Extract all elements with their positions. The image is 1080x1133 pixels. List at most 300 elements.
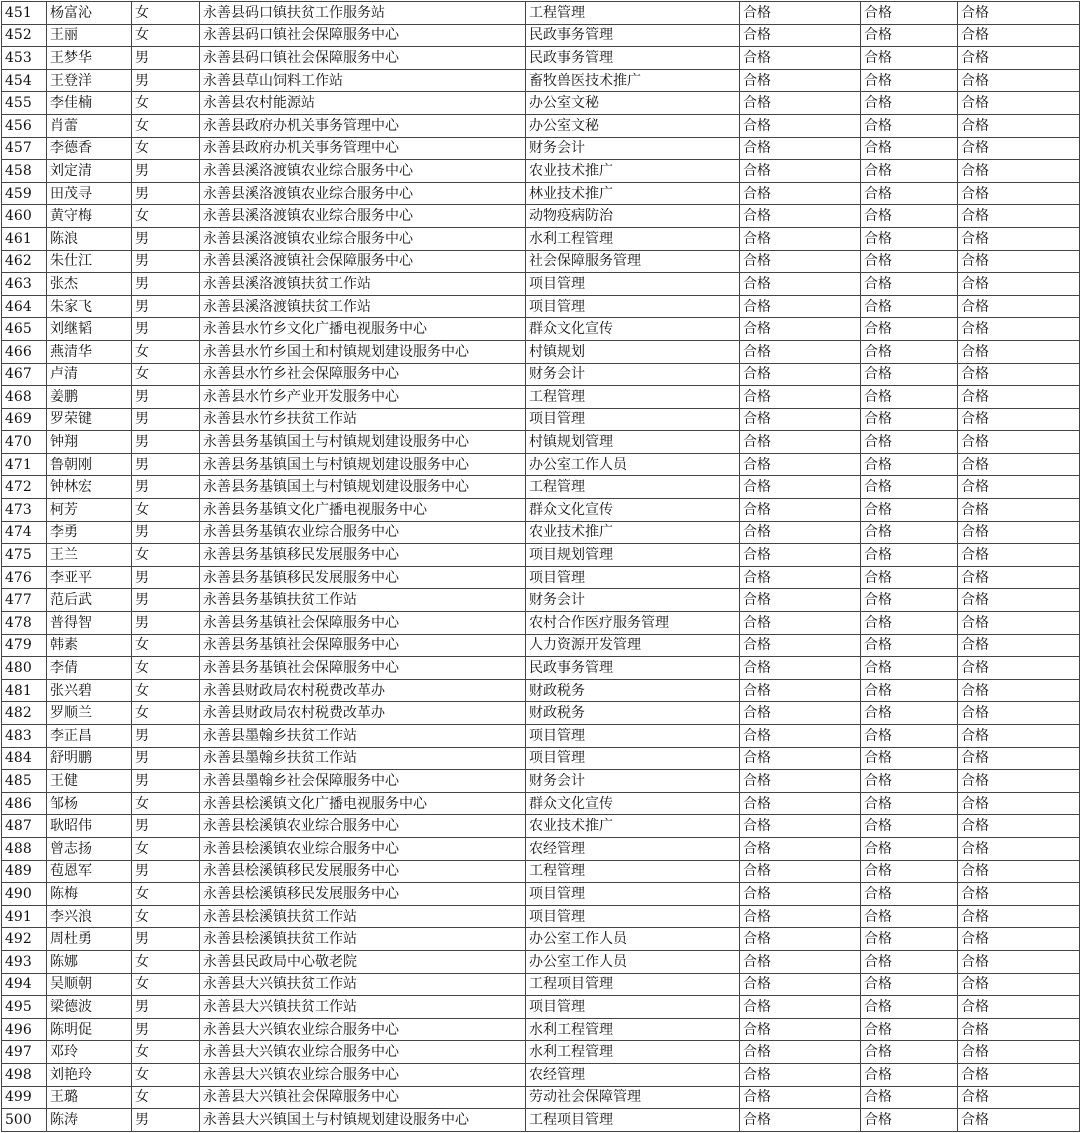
position-cell: 项目管理 bbox=[526, 295, 740, 318]
result-cell-1: 合格 bbox=[740, 1063, 861, 1086]
table-row bbox=[2, 182, 1080, 205]
position-cell: 畜牧兽医技术推广 bbox=[526, 69, 740, 92]
table-row bbox=[2, 250, 1080, 273]
result-cell-1: 合格 bbox=[740, 1041, 861, 1064]
position-cell: 办公室工作人员 bbox=[526, 950, 740, 973]
seq-cell: 460 bbox=[2, 205, 47, 228]
table-row bbox=[2, 227, 1080, 250]
unit-cell: 永善县务基镇国土与村镇规划建设服务中心 bbox=[200, 431, 526, 454]
result-cell-3: 合格 bbox=[958, 250, 1080, 273]
name-cell: 柯芳 bbox=[47, 499, 132, 522]
result-cell-2: 合格 bbox=[861, 905, 958, 928]
position-cell: 村镇规划管理 bbox=[526, 431, 740, 454]
name-cell: 王丽 bbox=[47, 24, 132, 47]
gender-cell: 男 bbox=[132, 725, 200, 748]
result-cell-2: 合格 bbox=[861, 137, 958, 160]
gender-cell: 男 bbox=[132, 996, 200, 1019]
result-cell-2: 合格 bbox=[861, 657, 958, 680]
gender-cell: 女 bbox=[132, 1086, 200, 1109]
table-row bbox=[2, 905, 1080, 928]
position-cell: 项目管理 bbox=[526, 905, 740, 928]
seq-cell: 495 bbox=[2, 996, 47, 1019]
seq-cell: 490 bbox=[2, 883, 47, 906]
name-cell: 王健 bbox=[47, 770, 132, 793]
position-cell: 社会保障服务管理 bbox=[526, 250, 740, 273]
seq-cell: 473 bbox=[2, 499, 47, 522]
gender-cell: 男 bbox=[132, 408, 200, 431]
result-cell-2: 合格 bbox=[861, 1041, 958, 1064]
result-cell-3: 合格 bbox=[958, 408, 1080, 431]
table-row bbox=[2, 770, 1080, 793]
unit-cell: 永善县务基镇国土与村镇规划建设服务中心 bbox=[200, 476, 526, 499]
result-cell-2: 合格 bbox=[861, 47, 958, 70]
unit-cell: 永善县溪洛渡镇农业综合服务中心 bbox=[200, 227, 526, 250]
position-cell: 项目管理 bbox=[526, 747, 740, 770]
gender-cell: 男 bbox=[132, 589, 200, 612]
result-cell-2: 合格 bbox=[861, 521, 958, 544]
name-cell: 吴顺朝 bbox=[47, 973, 132, 996]
result-cell-2: 合格 bbox=[861, 589, 958, 612]
seq-cell: 472 bbox=[2, 476, 47, 499]
seq-cell: 454 bbox=[2, 69, 47, 92]
result-cell-1: 合格 bbox=[740, 227, 861, 250]
result-cell-3: 合格 bbox=[958, 1063, 1080, 1086]
seq-cell: 462 bbox=[2, 250, 47, 273]
position-cell: 群众文化宣传 bbox=[526, 318, 740, 341]
position-cell: 水利工程管理 bbox=[526, 1018, 740, 1041]
result-cell-3: 合格 bbox=[958, 137, 1080, 160]
result-cell-3: 合格 bbox=[958, 928, 1080, 951]
position-cell: 财务会计 bbox=[526, 137, 740, 160]
gender-cell: 女 bbox=[132, 2, 200, 25]
position-cell: 农业技术推广 bbox=[526, 160, 740, 183]
position-cell: 水利工程管理 bbox=[526, 227, 740, 250]
position-cell: 项目管理 bbox=[526, 725, 740, 748]
result-cell-1: 合格 bbox=[740, 973, 861, 996]
seq-cell: 465 bbox=[2, 318, 47, 341]
name-cell: 燕清华 bbox=[47, 340, 132, 363]
seq-cell: 482 bbox=[2, 702, 47, 725]
result-cell-2: 合格 bbox=[861, 363, 958, 386]
result-cell-1: 合格 bbox=[740, 589, 861, 612]
table-row bbox=[2, 386, 1080, 409]
unit-cell: 永善县务基镇移民发展服务中心 bbox=[200, 566, 526, 589]
seq-cell: 477 bbox=[2, 589, 47, 612]
unit-cell: 永善县码口镇扶贫工作服务站 bbox=[200, 2, 526, 25]
table-row bbox=[2, 340, 1080, 363]
name-cell: 陈梅 bbox=[47, 883, 132, 906]
result-cell-1: 合格 bbox=[740, 996, 861, 1019]
name-cell: 邓玲 bbox=[47, 1041, 132, 1064]
name-cell: 曾志扬 bbox=[47, 837, 132, 860]
unit-cell: 永善县水竹乡社会保障服务中心 bbox=[200, 363, 526, 386]
result-cell-3: 合格 bbox=[958, 1041, 1080, 1064]
result-cell-1: 合格 bbox=[740, 837, 861, 860]
name-cell: 罗荣键 bbox=[47, 408, 132, 431]
unit-cell: 永善县大兴镇农业综合服务中心 bbox=[200, 1063, 526, 1086]
name-cell: 罗顺兰 bbox=[47, 702, 132, 725]
result-cell-3: 合格 bbox=[958, 544, 1080, 567]
result-cell-1: 合格 bbox=[740, 860, 861, 883]
result-cell-1: 合格 bbox=[740, 92, 861, 115]
position-cell: 林业技术推广 bbox=[526, 182, 740, 205]
table-row bbox=[2, 815, 1080, 838]
result-cell-3: 合格 bbox=[958, 182, 1080, 205]
seq-cell: 485 bbox=[2, 770, 47, 793]
gender-cell: 女 bbox=[132, 679, 200, 702]
result-cell-3: 合格 bbox=[958, 340, 1080, 363]
table-row bbox=[2, 1086, 1080, 1109]
gender-cell: 男 bbox=[132, 747, 200, 770]
position-cell: 项目管理 bbox=[526, 996, 740, 1019]
gender-cell: 女 bbox=[132, 950, 200, 973]
unit-cell: 永善县民政局中心敬老院 bbox=[200, 950, 526, 973]
gender-cell: 女 bbox=[132, 702, 200, 725]
name-cell: 姜鹏 bbox=[47, 386, 132, 409]
position-cell: 项目管理 bbox=[526, 883, 740, 906]
result-cell-1: 合格 bbox=[740, 612, 861, 635]
result-cell-1: 合格 bbox=[740, 363, 861, 386]
position-cell: 财务会计 bbox=[526, 363, 740, 386]
position-cell: 工程项目管理 bbox=[526, 1109, 740, 1132]
result-cell-3: 合格 bbox=[958, 521, 1080, 544]
table-row bbox=[2, 996, 1080, 1019]
result-cell-3: 合格 bbox=[958, 702, 1080, 725]
gender-cell: 男 bbox=[132, 47, 200, 70]
name-cell: 韩素 bbox=[47, 634, 132, 657]
unit-cell: 永善县桧溪镇农业综合服务中心 bbox=[200, 815, 526, 838]
result-cell-2: 合格 bbox=[861, 499, 958, 522]
table-row bbox=[2, 679, 1080, 702]
table-row bbox=[2, 499, 1080, 522]
seq-cell: 489 bbox=[2, 860, 47, 883]
table-row bbox=[2, 612, 1080, 635]
seq-cell: 478 bbox=[2, 612, 47, 635]
seq-cell: 453 bbox=[2, 47, 47, 70]
name-cell: 梁德波 bbox=[47, 996, 132, 1019]
result-cell-1: 合格 bbox=[740, 499, 861, 522]
unit-cell: 永善县财政局农村税费改革办 bbox=[200, 702, 526, 725]
table-row bbox=[2, 589, 1080, 612]
position-cell: 财政税务 bbox=[526, 702, 740, 725]
unit-cell: 永善县桧溪镇扶贫工作站 bbox=[200, 905, 526, 928]
result-cell-1: 合格 bbox=[740, 182, 861, 205]
name-cell: 张杰 bbox=[47, 273, 132, 296]
seq-cell: 483 bbox=[2, 725, 47, 748]
result-cell-2: 合格 bbox=[861, 679, 958, 702]
result-cell-3: 合格 bbox=[958, 905, 1080, 928]
gender-cell: 男 bbox=[132, 318, 200, 341]
position-cell: 办公室文秘 bbox=[526, 114, 740, 137]
position-cell: 项目管理 bbox=[526, 566, 740, 589]
result-cell-3: 合格 bbox=[958, 612, 1080, 635]
result-cell-1: 合格 bbox=[740, 160, 861, 183]
unit-cell: 永善县财政局农村税费改革办 bbox=[200, 679, 526, 702]
table-row bbox=[2, 702, 1080, 725]
unit-cell: 永善县务基镇社会保障服务中心 bbox=[200, 634, 526, 657]
table-row bbox=[2, 566, 1080, 589]
result-cell-2: 合格 bbox=[861, 273, 958, 296]
unit-cell: 永善县水竹乡扶贫工作站 bbox=[200, 408, 526, 431]
unit-cell: 永善县溪洛渡镇农业综合服务中心 bbox=[200, 160, 526, 183]
result-cell-2: 合格 bbox=[861, 928, 958, 951]
position-cell: 动物疫病防治 bbox=[526, 205, 740, 228]
unit-cell: 永善县桧溪镇移民发展服务中心 bbox=[200, 860, 526, 883]
unit-cell: 永善县大兴镇社会保障服务中心 bbox=[200, 1086, 526, 1109]
unit-cell: 永善县桧溪镇文化广播电视服务中心 bbox=[200, 792, 526, 815]
table-row bbox=[2, 431, 1080, 454]
table-row bbox=[2, 544, 1080, 567]
result-cell-1: 合格 bbox=[740, 566, 861, 589]
seq-cell: 451 bbox=[2, 2, 47, 25]
name-cell: 邹杨 bbox=[47, 792, 132, 815]
table-row bbox=[2, 747, 1080, 770]
result-cell-3: 合格 bbox=[958, 92, 1080, 115]
result-cell-1: 合格 bbox=[740, 295, 861, 318]
result-cell-1: 合格 bbox=[740, 408, 861, 431]
gender-cell: 男 bbox=[132, 1109, 200, 1132]
result-cell-3: 合格 bbox=[958, 860, 1080, 883]
result-cell-2: 合格 bbox=[861, 770, 958, 793]
gender-cell: 男 bbox=[132, 273, 200, 296]
table-row bbox=[2, 1063, 1080, 1086]
result-cell-2: 合格 bbox=[861, 1086, 958, 1109]
name-cell: 李兴浪 bbox=[47, 905, 132, 928]
position-cell: 工程管理 bbox=[526, 476, 740, 499]
gender-cell: 女 bbox=[132, 363, 200, 386]
gender-cell: 男 bbox=[132, 250, 200, 273]
seq-cell: 467 bbox=[2, 363, 47, 386]
result-cell-3: 合格 bbox=[958, 566, 1080, 589]
result-cell-2: 合格 bbox=[861, 973, 958, 996]
result-cell-1: 合格 bbox=[740, 476, 861, 499]
result-cell-1: 合格 bbox=[740, 815, 861, 838]
name-cell: 李佳楠 bbox=[47, 92, 132, 115]
seq-cell: 452 bbox=[2, 24, 47, 47]
name-cell: 刘艳玲 bbox=[47, 1063, 132, 1086]
result-cell-2: 合格 bbox=[861, 431, 958, 454]
table-row bbox=[2, 453, 1080, 476]
result-cell-2: 合格 bbox=[861, 544, 958, 567]
result-cell-1: 合格 bbox=[740, 250, 861, 273]
gender-cell: 女 bbox=[132, 657, 200, 680]
seq-cell: 486 bbox=[2, 792, 47, 815]
result-cell-1: 合格 bbox=[740, 340, 861, 363]
gender-cell: 女 bbox=[132, 92, 200, 115]
table-row bbox=[2, 950, 1080, 973]
gender-cell: 男 bbox=[132, 227, 200, 250]
name-cell: 张兴碧 bbox=[47, 679, 132, 702]
unit-cell: 永善县墨翰乡社会保障服务中心 bbox=[200, 770, 526, 793]
unit-cell: 永善县溪洛渡镇扶贫工作站 bbox=[200, 273, 526, 296]
unit-cell: 永善县溪洛渡镇农业综合服务中心 bbox=[200, 205, 526, 228]
seq-cell: 497 bbox=[2, 1041, 47, 1064]
result-cell-2: 合格 bbox=[861, 837, 958, 860]
seq-cell: 481 bbox=[2, 679, 47, 702]
gender-cell: 女 bbox=[132, 792, 200, 815]
result-cell-3: 合格 bbox=[958, 589, 1080, 612]
gender-cell: 女 bbox=[132, 114, 200, 137]
seq-cell: 479 bbox=[2, 634, 47, 657]
seq-cell: 496 bbox=[2, 1018, 47, 1041]
unit-cell: 永善县码口镇社会保障服务中心 bbox=[200, 47, 526, 70]
result-cell-1: 合格 bbox=[740, 2, 861, 25]
name-cell: 李正昌 bbox=[47, 725, 132, 748]
result-cell-2: 合格 bbox=[861, 340, 958, 363]
table-row bbox=[2, 273, 1080, 296]
result-cell-2: 合格 bbox=[861, 386, 958, 409]
name-cell: 王兰 bbox=[47, 544, 132, 567]
result-cell-3: 合格 bbox=[958, 453, 1080, 476]
position-cell: 人力资源开发管理 bbox=[526, 634, 740, 657]
unit-cell: 永善县务基镇移民发展服务中心 bbox=[200, 544, 526, 567]
result-cell-2: 合格 bbox=[861, 1109, 958, 1132]
name-cell: 朱仕江 bbox=[47, 250, 132, 273]
gender-cell: 男 bbox=[132, 521, 200, 544]
result-cell-1: 合格 bbox=[740, 386, 861, 409]
position-cell: 农村合作医疗服务管理 bbox=[526, 612, 740, 635]
result-cell-2: 合格 bbox=[861, 476, 958, 499]
position-cell: 项目管理 bbox=[526, 273, 740, 296]
result-cell-3: 合格 bbox=[958, 792, 1080, 815]
name-cell: 肖蕾 bbox=[47, 114, 132, 137]
result-cell-2: 合格 bbox=[861, 295, 958, 318]
result-cell-2: 合格 bbox=[861, 2, 958, 25]
result-cell-3: 合格 bbox=[958, 295, 1080, 318]
position-cell: 工程管理 bbox=[526, 386, 740, 409]
result-cell-1: 合格 bbox=[740, 747, 861, 770]
result-cell-2: 合格 bbox=[861, 883, 958, 906]
name-cell: 耿昭伟 bbox=[47, 815, 132, 838]
result-cell-1: 合格 bbox=[740, 702, 861, 725]
name-cell: 刘继韬 bbox=[47, 318, 132, 341]
position-cell: 项目管理 bbox=[526, 408, 740, 431]
result-cell-1: 合格 bbox=[740, 657, 861, 680]
table-row bbox=[2, 1041, 1080, 1064]
position-cell: 水利工程管理 bbox=[526, 1041, 740, 1064]
result-cell-3: 合格 bbox=[958, 273, 1080, 296]
seq-cell: 457 bbox=[2, 137, 47, 160]
name-cell: 刘定清 bbox=[47, 160, 132, 183]
name-cell: 陈涛 bbox=[47, 1109, 132, 1132]
table-row bbox=[2, 363, 1080, 386]
gender-cell: 女 bbox=[132, 340, 200, 363]
result-cell-2: 合格 bbox=[861, 92, 958, 115]
seq-cell: 468 bbox=[2, 386, 47, 409]
table-row bbox=[2, 2, 1080, 25]
result-cell-2: 合格 bbox=[861, 566, 958, 589]
table-row bbox=[2, 47, 1080, 70]
result-cell-1: 合格 bbox=[740, 634, 861, 657]
unit-cell: 永善县水竹乡国土和村镇规划建设服务中心 bbox=[200, 340, 526, 363]
result-cell-2: 合格 bbox=[861, 408, 958, 431]
result-cell-2: 合格 bbox=[861, 205, 958, 228]
table-row bbox=[2, 408, 1080, 431]
result-cell-3: 合格 bbox=[958, 950, 1080, 973]
unit-cell: 永善县桧溪镇扶贫工作站 bbox=[200, 928, 526, 951]
result-cell-2: 合格 bbox=[861, 160, 958, 183]
result-cell-1: 合格 bbox=[740, 792, 861, 815]
gender-cell: 女 bbox=[132, 634, 200, 657]
table-row bbox=[2, 92, 1080, 115]
unit-cell: 永善县溪洛渡镇社会保障服务中心 bbox=[200, 250, 526, 273]
gender-cell: 男 bbox=[132, 453, 200, 476]
name-cell: 王登洋 bbox=[47, 69, 132, 92]
table-row bbox=[2, 295, 1080, 318]
result-cell-1: 合格 bbox=[740, 69, 861, 92]
name-cell: 钟林宏 bbox=[47, 476, 132, 499]
result-cell-3: 合格 bbox=[958, 47, 1080, 70]
position-cell: 村镇规划 bbox=[526, 340, 740, 363]
table-row bbox=[2, 1109, 1080, 1132]
unit-cell: 永善县大兴镇农业综合服务中心 bbox=[200, 1041, 526, 1064]
unit-cell: 永善县大兴镇扶贫工作站 bbox=[200, 996, 526, 1019]
seq-cell: 476 bbox=[2, 566, 47, 589]
seq-cell: 492 bbox=[2, 928, 47, 951]
result-cell-2: 合格 bbox=[861, 182, 958, 205]
result-cell-1: 合格 bbox=[740, 928, 861, 951]
position-cell: 办公室工作人员 bbox=[526, 453, 740, 476]
gender-cell: 男 bbox=[132, 160, 200, 183]
result-cell-2: 合格 bbox=[861, 24, 958, 47]
position-cell: 农业技术推广 bbox=[526, 521, 740, 544]
result-cell-2: 合格 bbox=[861, 318, 958, 341]
gender-cell: 男 bbox=[132, 928, 200, 951]
seq-cell: 455 bbox=[2, 92, 47, 115]
table-row bbox=[2, 1018, 1080, 1041]
gender-cell: 男 bbox=[132, 770, 200, 793]
unit-cell: 永善县务基镇农业综合服务中心 bbox=[200, 521, 526, 544]
seq-cell: 494 bbox=[2, 973, 47, 996]
result-cell-3: 合格 bbox=[958, 883, 1080, 906]
table-row bbox=[2, 792, 1080, 815]
result-cell-2: 合格 bbox=[861, 1063, 958, 1086]
name-cell: 卢清 bbox=[47, 363, 132, 386]
table-row bbox=[2, 69, 1080, 92]
result-cell-1: 合格 bbox=[740, 273, 861, 296]
result-cell-2: 合格 bbox=[861, 1018, 958, 1041]
gender-cell: 女 bbox=[132, 499, 200, 522]
unit-cell: 永善县务基镇国土与村镇规划建设服务中心 bbox=[200, 453, 526, 476]
gender-cell: 女 bbox=[132, 1041, 200, 1064]
result-cell-1: 合格 bbox=[740, 521, 861, 544]
seq-cell: 499 bbox=[2, 1086, 47, 1109]
gender-cell: 女 bbox=[132, 973, 200, 996]
position-cell: 群众文化宣传 bbox=[526, 499, 740, 522]
name-cell: 李倩 bbox=[47, 657, 132, 680]
result-cell-3: 合格 bbox=[958, 1086, 1080, 1109]
result-cell-3: 合格 bbox=[958, 476, 1080, 499]
unit-cell: 永善县务基镇扶贫工作站 bbox=[200, 589, 526, 612]
result-cell-2: 合格 bbox=[861, 250, 958, 273]
name-cell: 李亚平 bbox=[47, 566, 132, 589]
seq-cell: 469 bbox=[2, 408, 47, 431]
name-cell: 钟翔 bbox=[47, 431, 132, 454]
seq-cell: 475 bbox=[2, 544, 47, 567]
position-cell: 项目规划管理 bbox=[526, 544, 740, 567]
result-cell-1: 合格 bbox=[740, 544, 861, 567]
seq-cell: 470 bbox=[2, 431, 47, 454]
unit-cell: 永善县政府办机关事务管理中心 bbox=[200, 137, 526, 160]
unit-cell: 永善县农村能源站 bbox=[200, 92, 526, 115]
result-cell-1: 合格 bbox=[740, 114, 861, 137]
gender-cell: 男 bbox=[132, 69, 200, 92]
gender-cell: 男 bbox=[132, 612, 200, 635]
position-cell: 民政事务管理 bbox=[526, 47, 740, 70]
seq-cell: 498 bbox=[2, 1063, 47, 1086]
position-cell: 工程管理 bbox=[526, 2, 740, 25]
result-cell-2: 合格 bbox=[861, 69, 958, 92]
